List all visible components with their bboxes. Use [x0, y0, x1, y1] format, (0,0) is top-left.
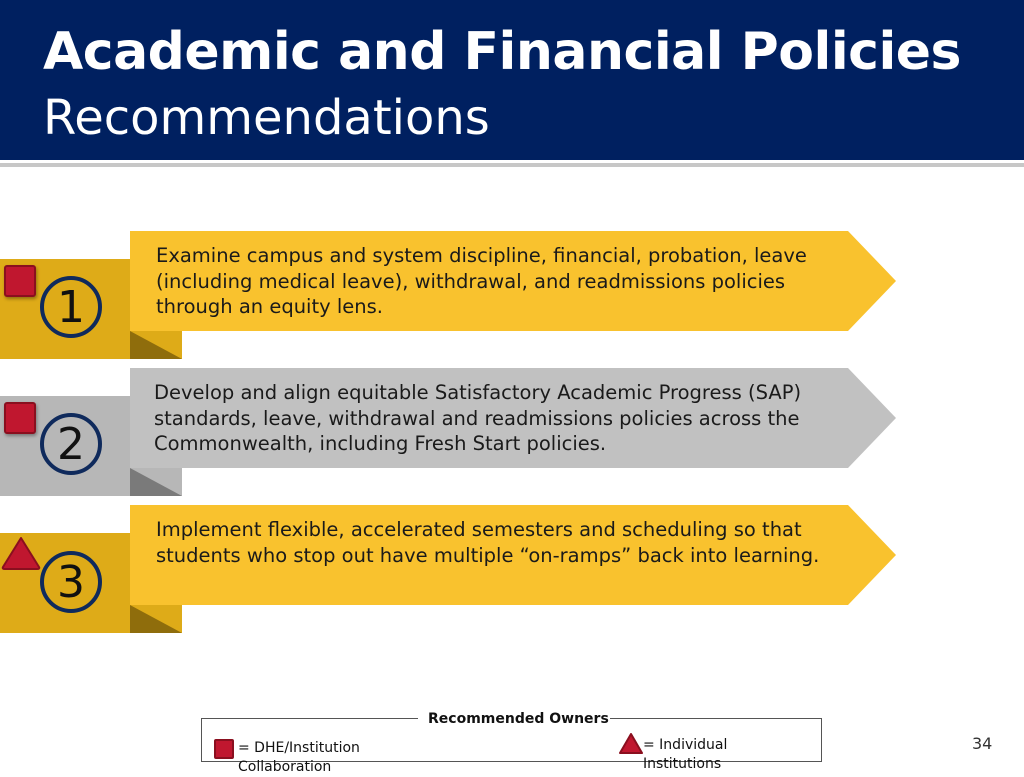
recommendation-text: Implement flexible, accelerated semesters and scheduling so that students who stop out have multiple “on-ramps” back into learning. [156, 518, 820, 567]
recommendation-3 [0, 505, 900, 645]
recommendation-text: Develop and align equitable Satisfactory Academic Progress (SAP) standards, leave, withdrawal and readmissions policies across the Commonwealth, including Fresh Start policies. [154, 381, 802, 455]
legend-label: = Individual Institutions [643, 737, 728, 772]
recommendation-1 [0, 231, 900, 371]
recommendation-text: Examine campus and system discipline, financial, probation, leave (including medical leave), withdrawal, and readmissions policies through an equity lens. [156, 244, 807, 318]
collaboration-square-icon [4, 402, 36, 434]
page-number: 34 [972, 734, 993, 753]
recommendation-number: 1 [40, 276, 102, 338]
recommendation-number: 2 [40, 413, 102, 475]
legend-label: = DHE/Institution Collaboration [238, 740, 360, 775]
square-icon [214, 739, 234, 759]
slide-title: Academic and Financial Policies [43, 22, 962, 82]
header-divider [0, 163, 1024, 167]
individual-triangle-icon [0, 535, 42, 575]
triangle-icon [618, 732, 644, 756]
collaboration-square-icon [4, 265, 36, 297]
legend-title: Recommended Owners [418, 710, 610, 750]
recommendation-number: 3 [40, 551, 102, 613]
slide-subtitle: Recommendations [43, 90, 490, 146]
recommendation-2 [0, 368, 900, 508]
